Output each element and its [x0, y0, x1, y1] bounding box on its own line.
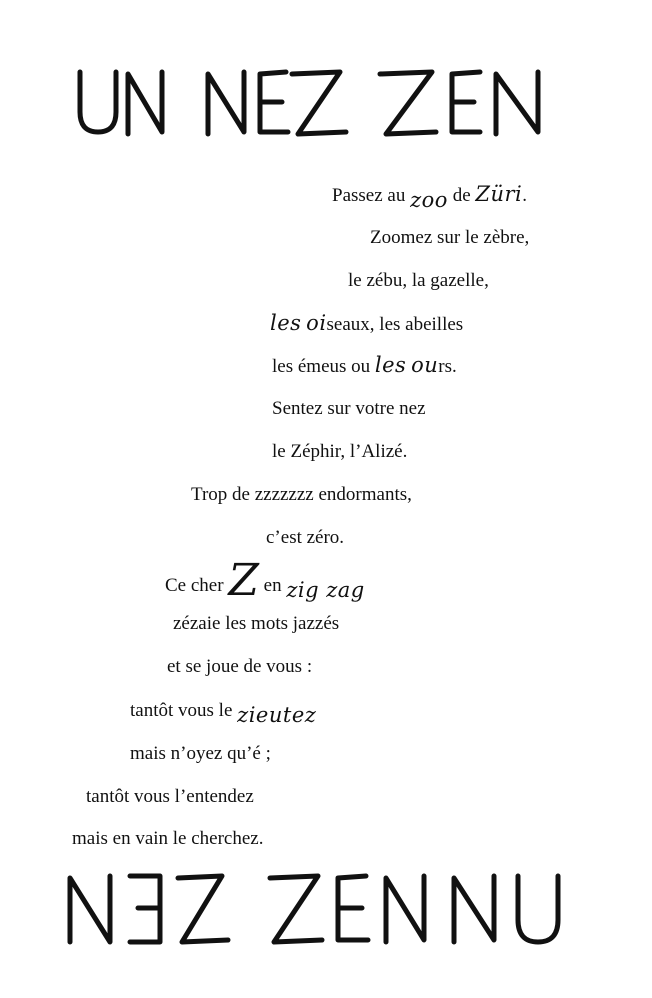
poem-line-1: Passez au zoo de Züri. [332, 182, 528, 212]
poem-line-14: mais n’oyez qu’é ; [130, 743, 271, 764]
poem-line-10: Ce cher Z en zig zag [165, 555, 365, 606]
handwritten-letters-oi: oi [306, 311, 327, 335]
poem-line-8: Trop de zzzzzzz endormants, [191, 484, 412, 505]
poem-line-15: tantôt vous l’entendez [86, 786, 254, 807]
handwritten-word-zoo: zoo [410, 188, 448, 212]
handwritten-word-zig-zag: zig zag [286, 578, 365, 602]
poem-line-9: c’est zéro. [266, 527, 345, 548]
handwritten-letters-ou: ou [411, 353, 439, 377]
poem-line-16: mais en vain le cherchez. [72, 828, 264, 849]
poem-line-12: et se joue de vous : [167, 656, 313, 677]
title-top-lettering [70, 60, 590, 140]
poem-line-11: zézaie les mots jazzés [173, 613, 340, 634]
poem-line-7: le Zéphir, l’Alizé. [272, 441, 408, 462]
title-bottom-lettering [70, 862, 590, 952]
handwritten-word-zieutez: zieutez [237, 703, 317, 727]
handwritten-letter-z: Z [228, 555, 259, 606]
handwritten-word-les: les [270, 311, 302, 335]
handwritten-word-les: les [374, 353, 407, 377]
poem-line-4: les oiseaux, les abeilles [270, 311, 464, 335]
poem-line-2: Zoomez sur le zèbre, [370, 227, 530, 248]
poem-line-5: les émeus ou les ours. [272, 353, 457, 377]
handwritten-word-zuri: Züri [475, 182, 523, 206]
title-bottom [70, 862, 590, 952]
poem-line-3: le zébu, la gazelle, [348, 270, 489, 291]
title-top [70, 60, 590, 140]
poem-line-6: Sentez sur votre nez [272, 398, 426, 419]
poem-line-13: tantôt vous le zieutez [130, 700, 317, 727]
